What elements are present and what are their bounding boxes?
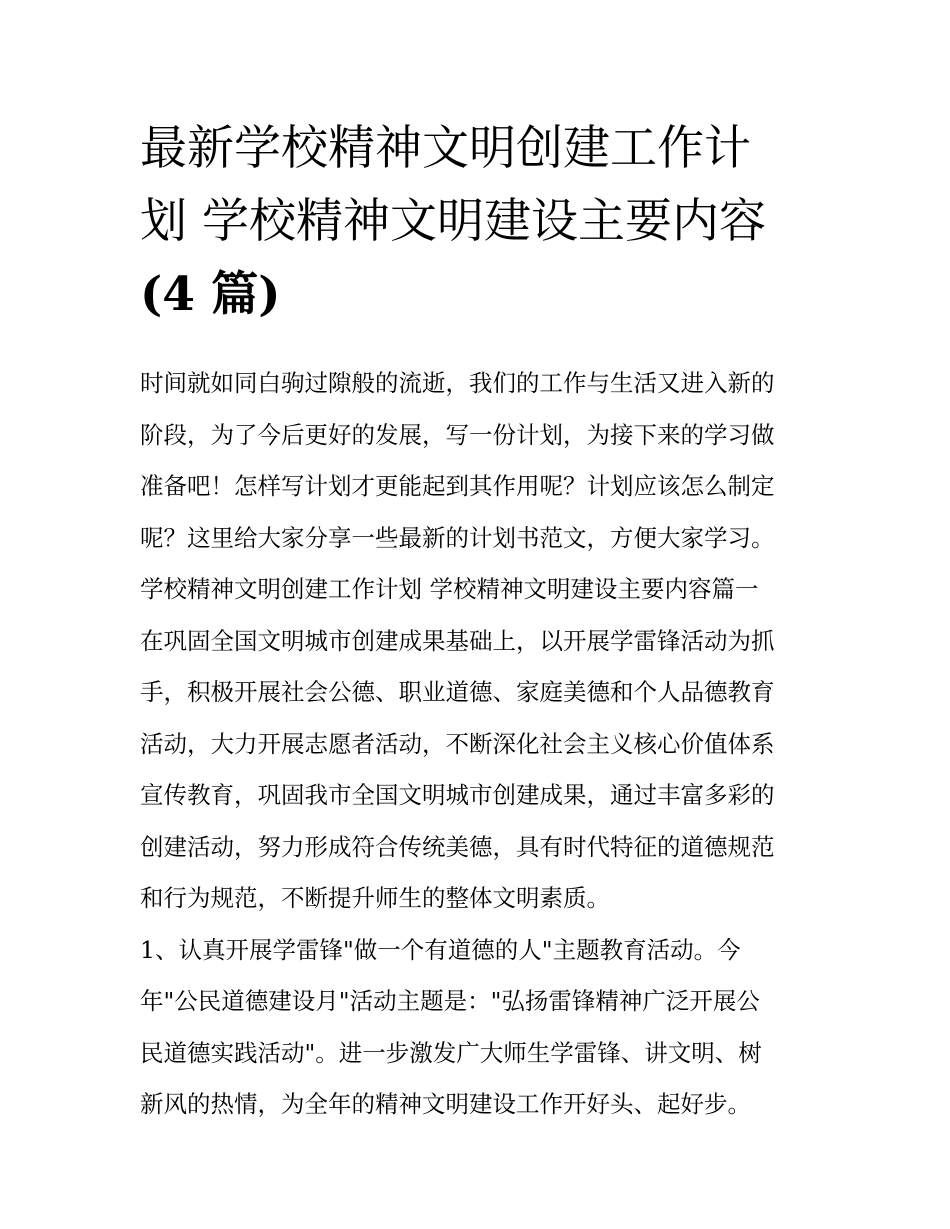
body-line: 手，积极开展社会公德、职业道德、家庭美德和个人品德教育 [140, 678, 775, 706]
list-item-line: 1、认真开展学雷锋"做一个有道德的人"主题教育活动。今 [140, 935, 741, 964]
body-line: 在巩固全国文明城市创建成果基础上，以开展学雷锋活动为抓 [140, 626, 775, 655]
body-line: 和行为规范，不断提升师生的整体文明素质。 [140, 884, 610, 912]
section-heading: 学校精神文明创建工作计划 学校精神文明建设主要内容篇一 [140, 575, 759, 603]
body-line: 时间就如同白驹过隙般的流逝，我们的工作与生活又进入新的 [140, 369, 775, 397]
body-line: 民道德实践活动"。进一步激发广大师生学雷锋、讲文明、树 [140, 1038, 762, 1067]
title-line: 最新学校精神文明创建工作计 [140, 121, 751, 176]
body-line: 年"公民道德建设月"活动主题是："弘扬雷锋精神广泛开展公 [140, 987, 760, 1015]
body-line: 阶段，为了今后更好的发展，写一份计划，为接下来的学习做 [140, 420, 775, 449]
body-line: 活动，大力开展志愿者活动，不断深化社会主义核心价值体系 [140, 729, 775, 758]
body-line: 准备吧！怎样写计划才更能起到其作用呢？计划应该怎么制定 [140, 472, 775, 500]
body-line: 呢？这里给大家分享一些最新的计划书范文，方便大家学习。 [140, 523, 775, 552]
document-title [140, 112, 820, 331]
body-line: 宣传教育，巩固我市全国文明城市创建成果，通过丰富多彩的 [140, 781, 775, 809]
document-body [140, 358, 820, 1131]
title-line: (4 篇) [140, 267, 281, 322]
title-line: 划 学校精神文明建设主要内容 [140, 194, 766, 249]
body-line: 创建活动，努力形成符合传统美德，具有时代特征的道德规范 [140, 832, 775, 861]
body-line: 新风的热情，为全年的精神文明建设工作开好头、起好步。 [140, 1090, 751, 1118]
